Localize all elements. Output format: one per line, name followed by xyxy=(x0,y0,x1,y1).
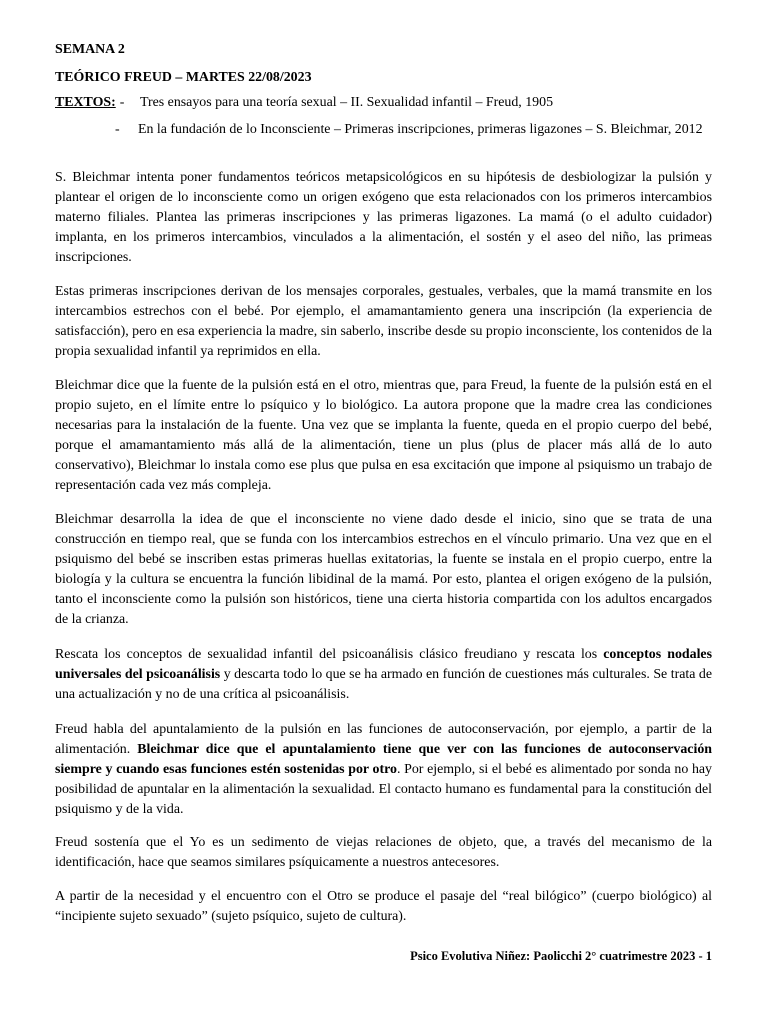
paragraph-6-text-end: . Por ejemplo, si el bebé es alimentado por sonda no hay posibilidad de apuntalar en la alimentación la sexualidad. El contacto humano es fundamental para la constitución del psiquismo y de la vida. xyxy=(55,762,713,817)
texts-list xyxy=(55,93,712,113)
class-heading: TEÓRICO FREUD – MARTES 22/08/2023 xyxy=(55,70,312,85)
week-heading: SEMANA 2 xyxy=(55,42,125,57)
paragraph-5-emphasis: conceptos nodales universales del psicoanálisis xyxy=(55,647,713,682)
paragraph-8: A partir de la necesidad y el encuentro con el Otro se produce el pasaje del “real bilógico” (cuerpo biológico) al “incipiente sujeto sexuado” (sujeto psíquico, sujeto de cultura). xyxy=(55,889,712,924)
paragraph-6-emphasis: Bleichmar dice que el apuntalamiento tiene que ver con las funciones de autoconservación siempre y cuando esas funciones estén sostenidas por otro xyxy=(55,742,713,777)
paragraph-1: S. Bleichmar intenta poner fundamentos teóricos metapsicológicos en su hipótesis de desbiologizar la pulsión y plantear el origen de lo inconsciente como un origen exógeno que esta relacionados con los primeros intercambios materno filiales. Plantea las primeras inscripciones y las primeras ligazones. La mamá (o el adulto cuidador) implanta, en los primeros intercambios, vinculados a la alimentación, el sostén y el aseo del niño, las primeas inscripciones. xyxy=(55,170,712,265)
paragraph-6 xyxy=(55,720,712,820)
paragraph-4: Bleichmar desarrolla la idea de que el inconsciente no viene dado desde el inicio, sino que se trata de una construcción en tiempo real, que se funda con los intercambios estrechos en el vínculo primario. Una vez que en el psiquismo del bebé se inscriben estas primeras huellas exitatorias, la fuente se instala en el propio cuerpo, entre la biología y la cultura se encuentra la función libidinal de la mamá. Por esto, plantea el origen exógeno de la pulsión, tanto el inconsciente como la pulsión son históricos, tiene una cierta historia compartida con los adultos encargados de la crianza. xyxy=(55,512,712,627)
paragraph-6-text: Freud habla del apuntalamiento de la pulsión en las funciones de autoconservación, por ejemplo, a partir de la alimentación. xyxy=(55,722,712,757)
texts-label: TEXTOS: xyxy=(55,95,116,110)
list-bullet: - xyxy=(119,95,125,110)
paragraph-3: Bleichmar dice que la fuente de la pulsión está en el otro, mientras que, para Freud, la fuente de la pulsión está en el propio sujeto, en el límite entre lo psíquico y lo biológico. La autora propone que la madre crea las condiciones necesarias para la instalación de la fuente. Una vez que se implanta la fuente, queda en el propio cuerpo del bebé, porque el amamantamiento más allá de la alimentación, tiene un plus (plus de placer más allá de lo auto conservativo), Bleichmar lo instala como ese plus que pulsa en esa excitación que impone al psiquismo un trabajo de representación cada vez más compleja. xyxy=(55,378,712,493)
paragraph-5-text: Rescata los conceptos de sexualidad infantil del psicoanálisis clásico freudiano y rescata los xyxy=(55,647,604,662)
paragraph-7: Freud sostenía que el Yo es un sedimento de viejas relaciones de objeto, que, a través del mecanismo de la identificación, hace que seamos similares psíquicamente a nuestros antecesores. xyxy=(55,835,712,870)
list-bullet: - xyxy=(115,122,120,137)
text-reference-2: En la fundación de lo Inconsciente – Primeras inscripciones, primeras ligazones – S. Bleichmar, 2012 xyxy=(138,122,703,137)
paragraph-5-text-end: y descarta todo lo que se ha armado en función de cuestiones más culturales. Se trata de una actualización y no de una crítica al psicoanálisis. xyxy=(55,667,712,702)
paragraph-2: Estas primeras inscripciones derivan de los mensajes corporales, gestuales, verbales, que la mamá transmite en los intercambios estrechos con el bebé. Por ejemplo, el amamantamiento genera una inscripción (la experiencia de satisfacción), pero en esa experiencia la madre, sin saberlo, inscribe desde su propio inconsciente, los contenidos de la propia sexualidad infantil ya reprimidos en ella. xyxy=(55,284,712,359)
text-reference-1: Tres ensayos para una teoría sexual – II. Sexualidad infantil – Freud, 1905 xyxy=(140,95,554,110)
paragraph-5 xyxy=(55,645,712,705)
page-footer: Psico Evolutiva Niñez: Paolicchi 2° cuatrimestre 2023 - 1 xyxy=(410,949,712,963)
